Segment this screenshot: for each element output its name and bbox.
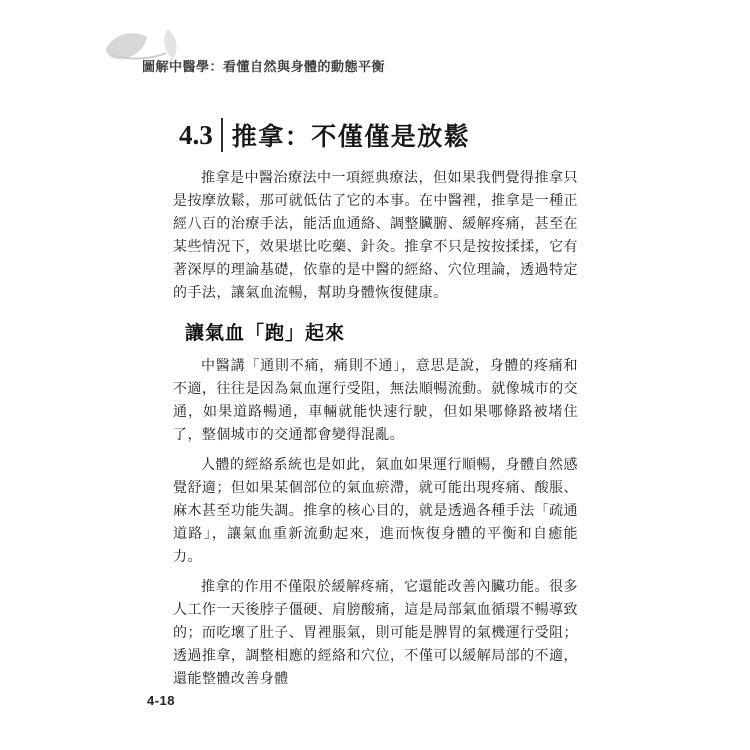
page-content: [173, 114, 578, 698]
running-head-book-title: 圖解中醫學：看懂自然與身體的動態平衡: [142, 59, 386, 74]
body-text: [173, 167, 578, 691]
section-separator-bar: [221, 118, 223, 152]
subsection-paragraph-1: 中醫講「通則不痛，痛則不通」，意思是說，身體的疼痛和不適，往往是因為氣血運行受阻，無法順暢流動。就像城市的交通，如果道路暢通，車輛就能快速行駛，但如果哪條路被堵住了，整個城市的交通都會變得混亂。: [173, 359, 578, 443]
intro-paragraph: 推拿是中醫治療法中一項經典療法，但如果我們覺得推拿只是按摩放鬆，那可就低估了它的本事。在中醫裡，推拿是一種正經八百的治療手法，能活血通絡、調整臟腑、緩解疼痛，甚至在某些情況下，效果堪比吃藥、針灸。推拿不只是按按揉揉，它有著深厚的理論基礎，依靠的是中醫的經絡、穴位理論，透過特定的手法，讓氣血流暢，幫助身體恢復健康。: [173, 171, 578, 301]
subsection-paragraph-2: 人體的經絡系統也是如此，氣血如果運行順暢，身體自然感覺舒適；但如果某個部位的氣血瘀滯，就可能出現疼痛、酸脹、麻木甚至功能失調。推拿的核心目的，就是透過各種手法「疏通道路」，讓氣血重新流動起來，進而恢復身體的平衡和自癒能力。: [173, 458, 578, 565]
page-number: 4-18: [147, 693, 176, 708]
section-title-text: 推拿：不僅僅是放鬆: [231, 124, 471, 151]
section-number: 4.3: [179, 119, 213, 150]
subsection-heading: 讓氣血「跑」起來: [185, 323, 346, 344]
section-heading: [173, 114, 578, 156]
subsection-paragraph-3: 推拿的作用不僅限於緩解疼痛，它還能改善內臟功能。很多人工作一天後脖子僵硬、肩膀酸痛，這是局部氣血循環不暢導致的；而吃壞了肚子、胃裡脹氣，則可能是脾胃的氣機運行受阻；透過推拿，調整相應的經絡和穴位，不僅可以緩解局部的不適，還能整體改善身體: [173, 580, 578, 687]
leaf-small-shape: [164, 29, 176, 59]
